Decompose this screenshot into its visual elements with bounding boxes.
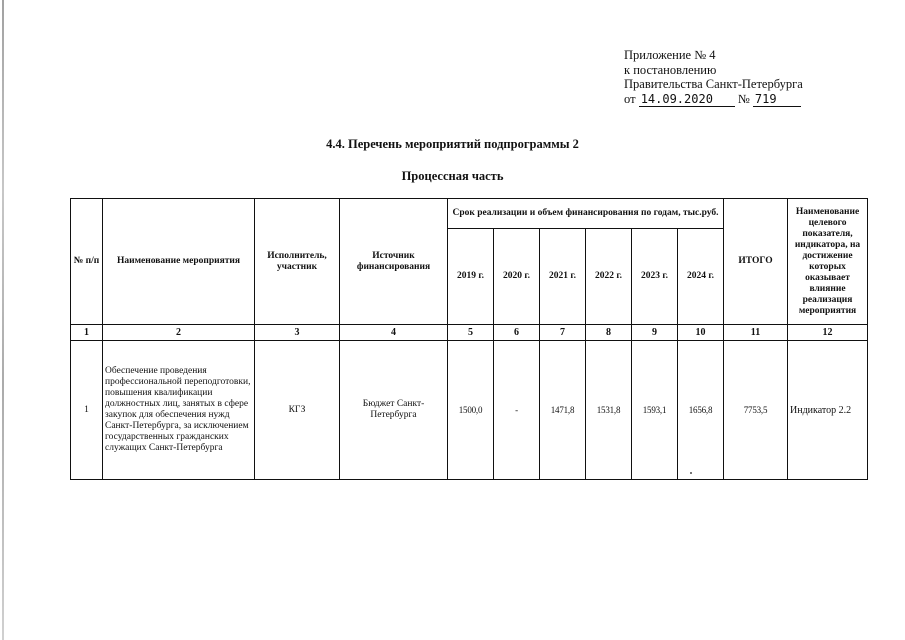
header-year: 2022 г. bbox=[586, 229, 632, 325]
table-row bbox=[71, 341, 868, 480]
header-name: Наименование мероприятия bbox=[103, 199, 255, 325]
scan-dot-artifact bbox=[690, 472, 692, 474]
row-total: 7753,5 bbox=[724, 341, 788, 480]
appendix-line-1: Приложение № 4 bbox=[624, 48, 716, 62]
row-value-2023: 1593,1 bbox=[632, 341, 678, 480]
appendix-block bbox=[624, 48, 824, 107]
row-value-2020: - bbox=[494, 341, 540, 480]
date-value: 14.09.2020 bbox=[639, 93, 735, 107]
header-year: 2020 г. bbox=[494, 229, 540, 325]
column-number: 6 bbox=[494, 325, 540, 341]
row-event-name: Обеспечение проведения профессиональной переподготовки, повышения квалификации должностных лиц, занятых в сфере закупок для обеспечения нужд Санкт-Петербурга, за исключением государственных гражданских служащих Санкт-Петербурга bbox=[103, 341, 255, 480]
column-number: 3 bbox=[255, 325, 340, 341]
number-prefix: № bbox=[737, 91, 750, 106]
column-number-row bbox=[71, 325, 868, 341]
appendix-line-3: Правительства Санкт-Петербурга bbox=[624, 77, 803, 91]
row-value-2024: 1656,8 bbox=[678, 341, 724, 480]
header-period-group: Срок реализации и объем финансирования по годам, тыс.руб. bbox=[448, 199, 724, 229]
column-number: 9 bbox=[632, 325, 678, 341]
row-value-2022: 1531,8 bbox=[586, 341, 632, 480]
header-executor: Исполнитель, участник bbox=[255, 199, 340, 325]
row-executor: КГЗ bbox=[255, 341, 340, 480]
appendix-date-line bbox=[624, 92, 824, 107]
date-prefix: от bbox=[624, 91, 636, 106]
header-total: ИТОГО bbox=[724, 199, 788, 325]
row-source: Бюджет Санкт-Петербурга bbox=[340, 341, 448, 480]
events-table bbox=[70, 198, 868, 480]
header-num: № п/п bbox=[71, 199, 103, 325]
document-subtitle: Процессная часть bbox=[401, 169, 504, 183]
column-number: 11 bbox=[724, 325, 788, 341]
row-num: 1 bbox=[71, 341, 103, 480]
column-number: 5 bbox=[448, 325, 494, 341]
number-value: 719 bbox=[753, 93, 801, 107]
header-year: 2021 г. bbox=[540, 229, 586, 325]
header-indicator: Наименование целевого показателя, индикатора, на достижение которых оказывает влияние реализация мероприятия bbox=[788, 199, 868, 325]
document-title: 4.4. Перечень мероприятий подпрограммы 2 bbox=[326, 137, 579, 151]
column-number: 4 bbox=[340, 325, 448, 341]
column-number: 1 bbox=[71, 325, 103, 341]
row-value-2019: 1500,0 bbox=[448, 341, 494, 480]
header-year: 2023 г. bbox=[632, 229, 678, 325]
header-year: 2019 г. bbox=[448, 229, 494, 325]
header-source: Источник финансирования bbox=[340, 199, 448, 325]
scan-edge-artifact bbox=[2, 0, 4, 640]
row-indicator: Индикатор 2.2 bbox=[788, 341, 868, 480]
column-number: 12 bbox=[788, 325, 868, 341]
header-year: 2024 г. bbox=[678, 229, 724, 325]
column-number: 2 bbox=[103, 325, 255, 341]
column-number: 7 bbox=[540, 325, 586, 341]
column-number: 10 bbox=[678, 325, 724, 341]
appendix-line-2: к постановлению bbox=[624, 62, 717, 77]
column-number: 8 bbox=[586, 325, 632, 341]
row-value-2021: 1471,8 bbox=[540, 341, 586, 480]
